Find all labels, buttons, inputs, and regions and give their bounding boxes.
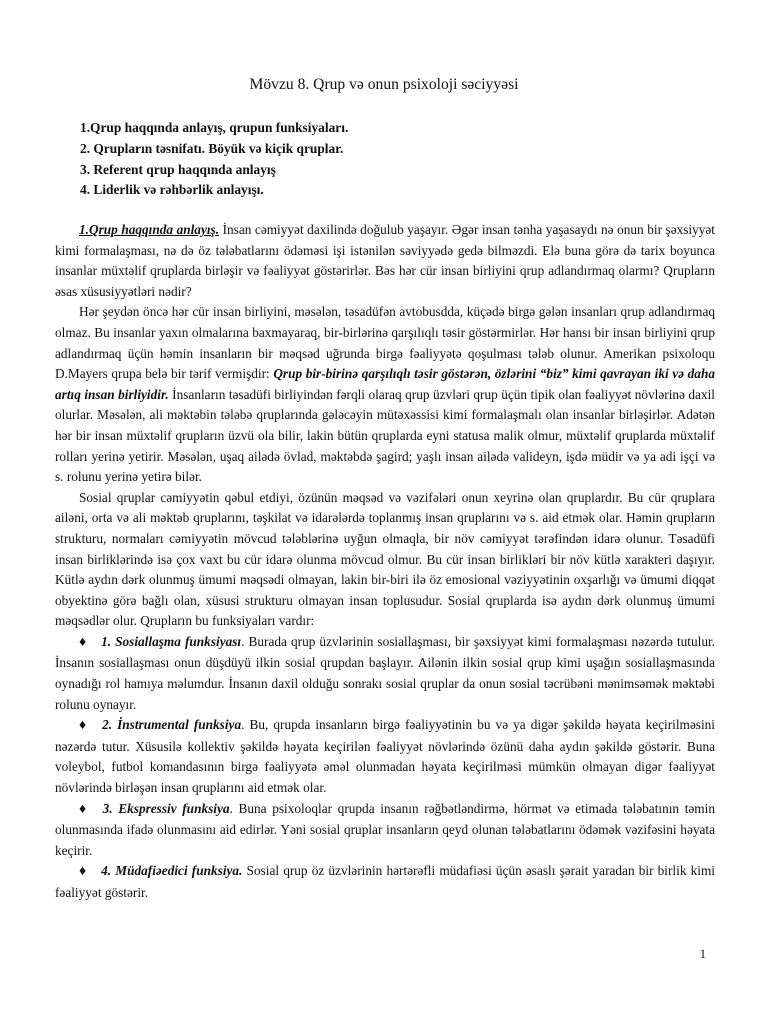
diamond-bullet-icon: ♦ [79, 718, 87, 734]
paragraph-text: Hər şeydən öncə hər cür insan birliyini, məsələn, təsadüfən avtobusdda, küçədə birgə gələn insanları qrup adlandırmaq olmaz. Bu insanlar yaxın olmalarına baxmayaraq, bir-birlərinə qarşılıqlı təsir göstərmirlər. Hər hansı bir insan birliyini qrup adlandırmaq üçün həmin insanların bir məqsəd uğrunda birgə fəaliyyətə qoşulması tələb olunur. Amerikan psixoloqu D.Mayers qrupa belə bir tərif vermişdir: [55, 304, 715, 382]
bullet-text: Sosial qrup öz üzvlərinin hərtərəfli müdafiəsi üçün əsaslı şərait yaradan bir birlik kimi fəaliyyət göstərir. [55, 863, 715, 900]
group-definition: Qrup bir-birinə qarşılıqlı təsir göstərən, özlərini “biz” kimi qavrayan iki və daha artıq insan birliyidir. [55, 366, 715, 402]
bullet-text: . Buna psixoloqlar qrupda insanın rəğbətləndirmə, hörmət və etimada tələbatının təmin olunmasında ifadə olunmasını aid edirlər. Yəni sosial qruplar insanların qeyd olunan tələbatlarını ödəmək vəzifəsini həyata keçirir. [55, 800, 715, 858]
diamond-bullet-icon: ♦ [79, 634, 87, 650]
paragraph-text: Sosial qruplar cəmiyyətin qəbul etdiyi, özünün məqsəd və vəzifələri onun xeyrinə olan qruplardır. Bu cür qruplara ailəni, orta və ali məktəb qruplarını, təşkilat və idarələrdə toplanmış insan qruplarını və s. aid etmək olar. Həmin qrupların strukturu, normaları cəmiyyətin mövcud tələblərinə uyğun olmaqla, bir növ cəmiyyət tərəfindən idarə olunur. Təsadüfi insan birliklərində isə çox vaxt bu cür idarə olunma mövcud olmur. Bu cür insan birlikləri bir növ kütlə xarakteri daşıyır. Kütlə aydın dərk olunmuş ümumi məqsədi olmayan, lakin bir-biri ilə öz emosional vəziyyətinin oxşarlığı və ümumi diqqət obyektinə görə bağlı olan, xüsusi strukturu olmayan insan toplusudur. Sosial qruplarda isə aydın dərk olunmuş ümumi məqsədlər olur. Qrupların bu funksiyaları vardır: [55, 489, 715, 629]
bullet-heading: 4. Müdafiəedici funksiya. [101, 863, 243, 879]
bullet-item-1 [55, 632, 715, 715]
bullet-item-4 [55, 861, 715, 903]
outline-item-1: 1.Qrup haqqında anlayış, qrupun funksiyaları. [80, 120, 349, 135]
bullet-text: . Burada qrup üzvlərinin sosiallaşması, bir şəxsiyyət kimi formalaşması nəzərdə tutulur. İnsanın sosiallaşması onun düşdüyü ilkin sosial qrupdan başlayır. Ailənin ilkin sosial qrup kimi uşağın sosiallaşmasında oynadığı rol hamıya məlumdur. İnsanın daxil olduğu sonrakı sosial qruplar da onun sosial təcrübəni mənimsəmək məktəbi rolunu oynayır. [55, 633, 715, 712]
paragraph-intro [55, 220, 715, 302]
bullet-item-3 [55, 799, 715, 862]
outline-item-4: 4. Liderlik və rəhbərlik anlayışı. [80, 182, 264, 198]
topic-outline [80, 118, 700, 201]
bullet-heading: 3. Ekspressiv funksiya [102, 800, 230, 816]
paragraph-definition [55, 302, 715, 487]
body-text [55, 220, 715, 904]
bullet-heading: 2. İnstrumental funksiya [102, 717, 242, 733]
bullet-heading: 1. Sosiallaşma funksiyası [101, 633, 242, 649]
outline-item-2: 2. Qrupların təsnifatı. Böyük və kiçik qruplar. [80, 140, 344, 156]
outline-item-3: 3. Referent qrup haqqında anlayış [80, 161, 276, 177]
bullet-item-2 [55, 715, 715, 798]
page-title: Mövzu 8. Qrup və onun psixoloji səciyyəsi [249, 76, 519, 93]
page-number: 1 [699, 947, 706, 961]
paragraph-text: İnsanların təsadüfi birliyindən fərqli olaraq qrup üzvləri qrup üçün tipik olan fəaliyyət növlərinə daxil olurlar. Məsələn, ali məktəbin tələbə qruplarında gələcəyin mütəxəssisi kimi formalaşmalı olan insanlar birləşirlər. Adətən hər bir insan müxtəlif qrupların üzvü ola bilir, lakin bütün qruplarda eyni statusa malik olmur, müxtəlif qruplarda müxtəlif rolları yerinə yetirir. Məsələn, uşaq ailədə övlad, məktəbdə şagird; yaşlı insan ailədə valideyn, işdə müdir və ya adi işçi və s. rolunu yerinə yetirə bilər. [55, 386, 715, 485]
bullet-text: . Bu, qrupda insanların birgə fəaliyyətinin bu və ya digər şəkildə həyata keçirilməsini nəzərdə tutur. Xüsusilə kollektiv şəkildə həyata keçirilən fəaliyyət növlərində özünü daha aydın şəkildə göstərir. Buna voleybol, futbol komandasının birgə fəaliyyətə əməl olunmadan həyata keçirilməsi mümkün olmayan digər fəaliyyət növlərində birləşən insan qruplarını aid etmək olar. [55, 717, 716, 796]
paragraph-text: İnsan cəmiyyət daxilində doğulub yaşayır. Əgər insan tənha yaşasaydı nə onun bir şəxsiyyət kimi formalaşması, nə də öz tələbatlarını ödəməsi işi istənilən səviyyədə gedə bilməzdi. Elə buna görə də tarix boyunca insanlar müxtəlif qruplarda birləşir və fəaliyyət göstərirlər. Bəs hər cür insan birliyini qrup adlandırmaq olarmı? Qrupların əsas xüsusiyyətləri nədir? [55, 222, 716, 299]
paragraph-social-groups [55, 488, 715, 632]
diamond-bullet-icon: ♦ [79, 864, 87, 880]
section-heading: 1.Qrup haqqında anlayış. [79, 222, 220, 237]
diamond-bullet-icon: ♦ [79, 801, 87, 817]
